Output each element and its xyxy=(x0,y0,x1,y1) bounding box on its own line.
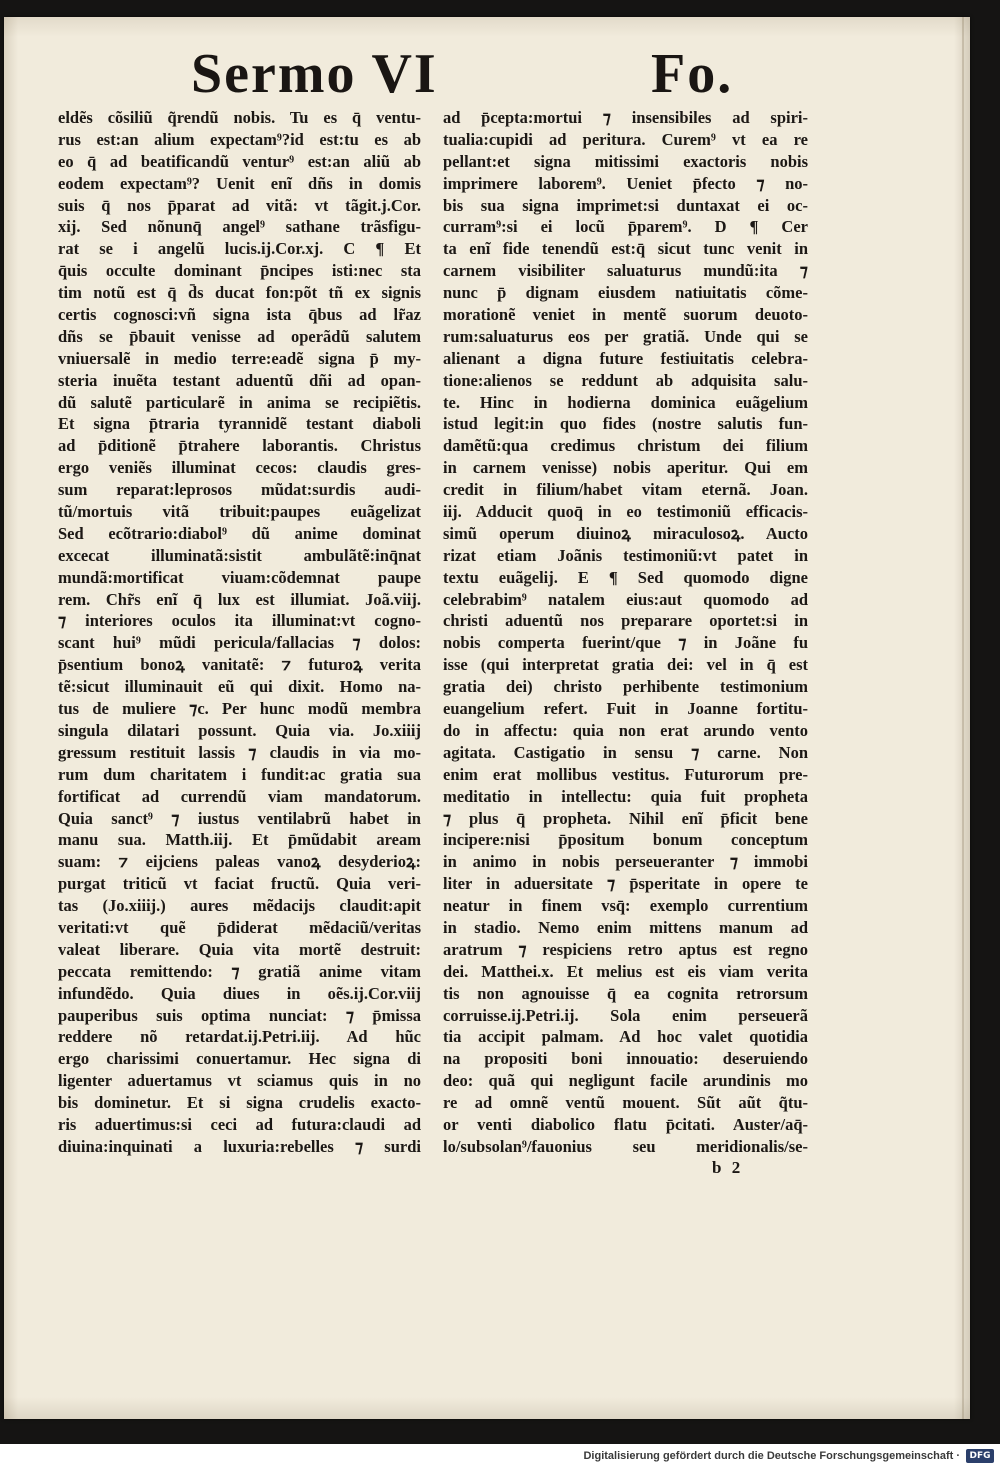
funding-credit: Digitalisierung gefördert durch die Deutsche Forschungsgemeinschaft · xyxy=(583,1450,960,1462)
text-line: ⁊ plus q̄ propheta. Nihil enĩ p̄ficit bene xyxy=(443,808,808,828)
text-line: deo: quã qui negligunt facile arundinis mo xyxy=(443,1071,808,1091)
text-line: ta enĩ fide tenendũ est:q̄ sicut tunc venit in xyxy=(443,239,808,259)
folio-label: Fo. xyxy=(651,43,734,105)
text-line: tione:alienos se reddunt ab adquisita salu- xyxy=(443,370,808,390)
text-line: or venti diabolico flatu p̄citati. Auster/aq̄- xyxy=(443,1114,808,1134)
text-line: Sed ecõtrario:diabol⁹ dũ anime dominat xyxy=(58,523,421,543)
text-line: curram⁹:si ei locũ p̄parem⁹. D ¶ Cer xyxy=(443,217,808,237)
text-line: rat se i angelũ lucis.ij.Cor.xj. C ¶ Et xyxy=(58,239,421,259)
text-line: excecat illuminatã:sistit ambulãtẽ:inq̄nat xyxy=(58,545,421,565)
text-line: certis cognosci:vñ signa ista q̄bus ad lr̃az xyxy=(58,305,421,325)
text-line: carnem visibiliter saluaturus mundũ:ita ⁊ xyxy=(443,261,808,281)
text-line: te. Hinc in hodierna dominica euãgelium xyxy=(443,392,808,412)
text-line: sum reparat:leprosos mũdat:surdis audi- xyxy=(58,480,421,500)
text-line: q̄uis occulte dominant p̄ncipes isti:nec sta xyxy=(58,261,421,281)
text-line: bis dominetur. Et si signa crudelis exacto- xyxy=(58,1093,421,1113)
text-line: mundã:mortificat viuam:cõdemnat paupe xyxy=(58,567,421,587)
text-line: infundẽdo. Quia diues in oẽs.ij.Cor.viij xyxy=(58,983,421,1003)
text-line: tualia:cupidi ad peritura. Curem⁹ vt ea re xyxy=(443,129,808,149)
text-line: dei. Matthei.x. Et melius est eis viam verita xyxy=(443,961,808,981)
text-line: Et signa p̄traria tyrannidẽ testant diaboli xyxy=(58,414,421,434)
text-line: credit in filium/habet vitam eternã. Joan. xyxy=(443,480,808,500)
right-column xyxy=(443,107,808,1158)
text-line: incipere:nisi p̄positum bonum conceptum xyxy=(443,830,808,850)
text-line: meditatio in intellectu: quia fuit propheta xyxy=(443,786,808,806)
dfg-logo: DFG xyxy=(966,1449,994,1463)
text-line: pellant:et signa mitissimi exactoris nobis xyxy=(443,151,808,171)
text-line: suam: ⁊ eijciens paleas vanoꝝ desyderioꝝ: xyxy=(58,852,421,872)
text-line: reddere nõ retardat.ij.Petri.iij. Ad hũc xyxy=(58,1027,421,1047)
text-line: tia accipit palmam. Ad hoc valet quotidia xyxy=(443,1027,808,1047)
text-line: ligenter aduertamus vt sciamus quis in no xyxy=(58,1071,421,1091)
signature-mark: b 2 xyxy=(712,1158,744,1177)
text-line: liter in aduersitate ⁊ p̄speritate in opere te xyxy=(443,874,808,894)
text-line: vniuersalẽ in medio terre:eadẽ signa p̄ my- xyxy=(58,348,421,368)
text-line: Quia sanct⁹ ⁊ iustus ventilabrũ habet in xyxy=(58,808,421,828)
text-line: ⁊ interiores oculos ita illuminat:vt cogno- xyxy=(58,611,421,631)
text-line: purgat triticũ vt faciat fructũ. Quia veri- xyxy=(58,874,421,894)
text-line: suis q̄ nos p̄parat ad vitã: vt tãgit.j.Cor. xyxy=(58,195,421,215)
text-line: christi aduentũ nos preparare oportet:si in xyxy=(443,611,808,631)
text-line: pauperibus suis optima nunciat: ⁊ p̄missa xyxy=(58,1005,421,1025)
text-line: tus de muliere ⁊c. Per hunc modũ membra xyxy=(58,699,421,719)
text-line: ergo veniẽs illuminat cecos: claudis gres- xyxy=(58,458,421,478)
footer-bar xyxy=(0,1444,1000,1468)
text-line: re ad omnẽ ventũ mouent. Sũt aũt q̃tu- xyxy=(443,1093,808,1113)
text-line: na propositi boni innouatio: deseruiendo xyxy=(443,1049,808,1069)
text-line: bis sua signa imprimet:si duntaxat ei oc- xyxy=(443,195,808,215)
text-line: ad p̄ditionẽ p̄trahere laborantis. Christus xyxy=(58,436,421,456)
text-line: isse (qui interpretat gratia dei: vel in q̄ est xyxy=(443,655,808,675)
text-line: gratia dei) christo perhibente testimonium xyxy=(443,677,808,697)
text-line: singula dilatari possunt. Quia via. Jo.xiiij xyxy=(58,720,421,740)
text-line: dũ salutẽ particularẽ in anima se recipiẽtis. xyxy=(58,392,421,412)
text-line: in animo in nobis perseueranter ⁊ immobi xyxy=(443,852,808,872)
text-line: agitata. Castigatio in sensu ⁊ carne. Non xyxy=(443,742,808,762)
text-line: ad p̄cepta:mortui ⁊ insensibiles ad spiri- xyxy=(443,108,808,127)
text-line: eldẽs cõsiliũ q̃rendũ nobis. Tu es q̄ ventu- xyxy=(58,108,421,127)
text-line: valeat liberare. Quia vita mortẽ destruit: xyxy=(58,939,421,959)
text-line: euangelium refert. Fuit in Joanne fortitu- xyxy=(443,699,808,719)
text-line: p̄sentium bonoꝝ vanitatẽ: ⁊ futuroꝝ verita xyxy=(58,655,421,675)
text-line: alienant a digna future festiuitatis celebra- xyxy=(443,348,808,368)
text-line: xij. Sed nõnunq̄ angel⁹ sathane trãsfigu- xyxy=(58,217,421,237)
text-line: ris aduertimus:si ceci ad futura:claudi ad xyxy=(58,1114,421,1134)
text-line: tẽ:sicut illuminauit eũ qui dixit. Homo na- xyxy=(58,677,421,697)
text-line: iij. Adducit quoq̄ in eo testimoniũ efficacis- xyxy=(443,502,808,522)
text-line: rus est:an alium expectam⁹?id est:tu es ab xyxy=(58,129,421,149)
text-line: morationẽ veniet in mentẽ suorum deuoto- xyxy=(443,305,808,325)
page-fold xyxy=(962,17,964,1419)
text-line: tũ/mortuis vitã tribuit:paupes euãgelizat xyxy=(58,502,421,522)
text-line: in carnem venisse) nobis aperitur. Qui em xyxy=(443,458,808,478)
text-line: manu sua. Matth.iij. Et p̄mũdabit aream xyxy=(58,830,421,850)
text-line: eodem expectam⁹? Uenit enĩ dñs in domis xyxy=(58,173,421,193)
text-line: celebrabim⁹ natalem eius:aut quomodo ad xyxy=(443,589,808,609)
text-line: rum:saluaturus eos per gratiã. Unde qui se xyxy=(443,326,808,346)
text-line: ergo charissimi conuertamur. Hec signa di xyxy=(58,1049,421,1069)
text-line: rem. Chr̃s enĩ q̄ lux est illumiat. Joã.viij. xyxy=(58,589,421,609)
text-line: imprimere laborem⁹. Ueniet p̄fecto ⁊ no- xyxy=(443,173,808,193)
text-line: simũ operum diuinoꝝ miraculosoꝝ. Aucto xyxy=(443,523,808,543)
text-line: textu euãgelij. E ¶ Sed quomodo digne xyxy=(443,567,808,587)
text-line: eo q̄ ad beatificandũ ventur⁹ est:an aliũ ab xyxy=(58,151,421,171)
text-line: do in affectu: quia non erat arundo vento xyxy=(443,720,808,740)
page-title: Sermo VI xyxy=(191,43,438,105)
text-line: enim erat mollibus vestitus. Futurorum pre- xyxy=(443,764,808,784)
text-line: fortificat ad currendũ viam mandatorum. xyxy=(58,786,421,806)
text-line: tas (Jo.xiiij.) aures mẽdacijs claudit:apit xyxy=(58,896,421,916)
text-line: in stadio. Nemo enim mittens manum ad xyxy=(443,917,808,937)
text-line: gressum restituit lassis ⁊ claudis in via mo- xyxy=(58,742,421,762)
text-line: veritati:vt quẽ p̄diderat mẽdaciũ/veritas xyxy=(58,917,421,937)
text-line: tis non agnouisse q̄ ea cognita retrorsum xyxy=(443,983,808,1003)
text-line: peccata remittendo: ⁊ gratiã anime vitam xyxy=(58,961,421,981)
text-line: nunc p̄ dignam eiusdem natiuitatis cõme- xyxy=(443,283,808,303)
text-line: corruisse.ij.Petri.ij. Sola enim perseuerã xyxy=(443,1005,808,1025)
text-line: scant hui⁹ mũdi pericula/fallacias ⁊ dolos: xyxy=(58,633,421,653)
text-line: steria inuẽta testant aduentũ dñi ad opan- xyxy=(58,370,421,390)
left-column xyxy=(58,107,421,1158)
text-line: rizat etiam Joãnis testimoniũ:vt patet in xyxy=(443,545,808,565)
text-line: istud legit:in quo fides (nostre salutis fun- xyxy=(443,414,808,434)
text-line: neatur in finem vsq̄: exemplo currentium xyxy=(443,896,808,916)
text-line: rum dum charitatem i fundit:ac gratia sua xyxy=(58,764,421,784)
text-line: nobis comperta fuerint/que ⁊ in Joãne fu xyxy=(443,633,808,653)
text-line: aratrum ⁊ respiciens retro aptus est regno xyxy=(443,939,808,959)
text-line: lo/subsolan⁹/fauonius seu meridionalis/se- xyxy=(443,1136,808,1156)
text-line: damẽtũ:qua credimus christum dei filium xyxy=(443,436,808,456)
text-line: dñs se p̄bauit venisse ad operãdũ salutem xyxy=(58,326,421,346)
text-line: diuina:inquinati a luxuria:rebelles ⁊ surdi xyxy=(58,1136,421,1156)
text-line: tim notũ est q̄ d̄s ducat fon:põt tñ ex signis xyxy=(58,283,421,303)
